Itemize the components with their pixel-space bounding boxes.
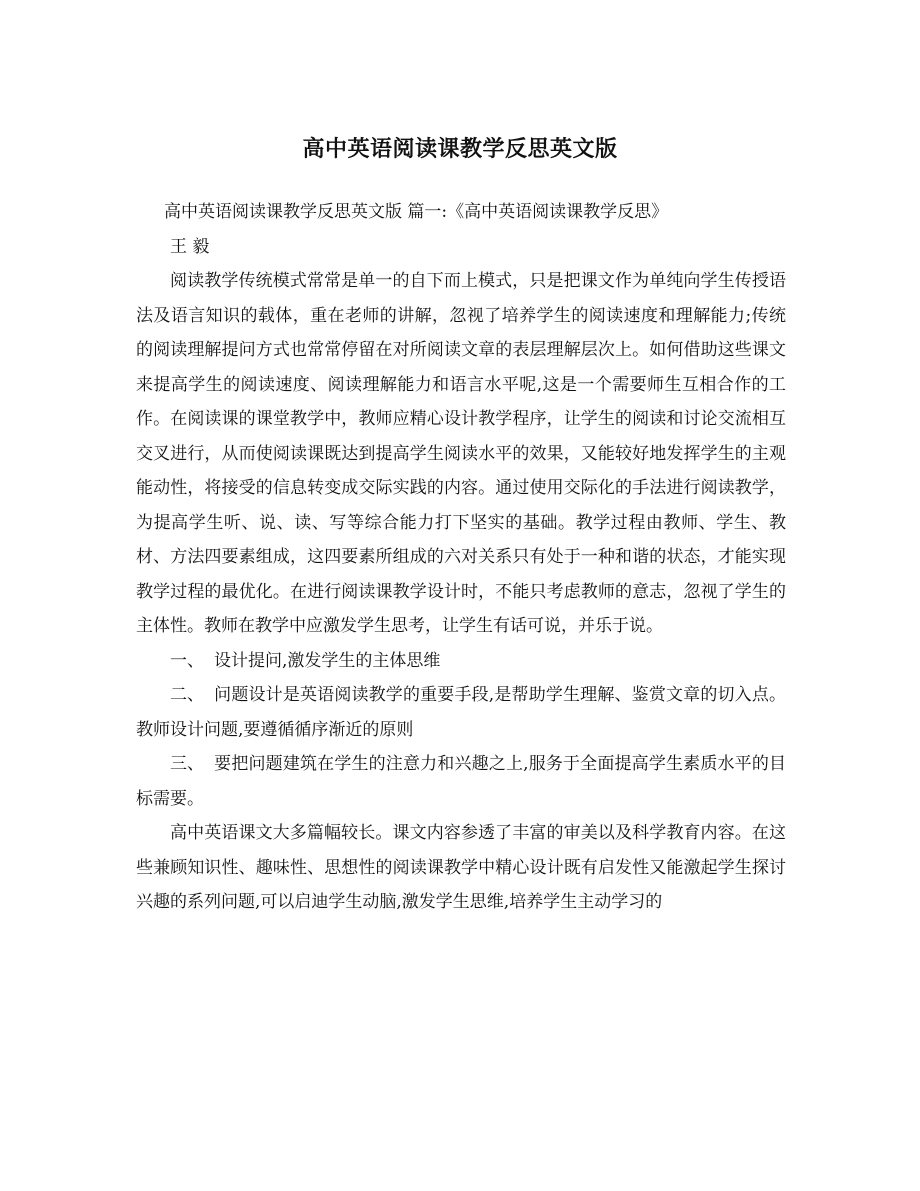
list-item-2: [136, 678, 786, 747]
list-item-1: [136, 644, 786, 679]
closing-paragraph: 高中英语课文大多篇幅较长。课文内容参透了丰富的审美以及科学教育内容。在这些兼顾知识性、趣味性、思想性的阅读课教学中精心设计既有启发性又能激起学生探讨兴趣的系列问题,可以启迪学生动脑,激发学生思维,培养学生主动学习的: [136, 823, 786, 912]
document-title: 高中英语阅读课教学反思英文版: [302, 136, 618, 162]
document-body: [136, 195, 786, 920]
body-paragraph: 阅读教学传统模式常常是单一的自下而上模式，只是把课文作为单纯向学生传授语法及语言知识的载体，重在老师的讲解，忽视了培养学生的阅读速度和理解能力;传统的阅读理解提问方式也常常停留在对所阅读文章的表层理解层次上。如何借助这些课文来提高学生的阅读速度、阅读理解能力和语言水平呢,这是一个需要师生互相合作的工作。在阅读课的课堂教学中，教师应精心设计教学程序，让学生的阅读和讨论交流相互交叉进行，从而使阅读课既达到提高学生阅读水平的效果，又能较好地发挥学生的主观能动性，将接受的信息转变成交际实践的内容。通过使用交际化的手法进行阅读教学，为提高学生听、说、读、写等综合能力打下坚实的基础。教学过程由教师、学生、教材、方法四要素组成，这四要素所组成的六对关系只有处于一种和谐的状态，才能实现教学过程的最优化。在进行阅读课教学设计时，不能只考虑教师的意志，忽视了学生的主体性。教师在教学中应激发学生思考，让学生有话可说，并乐于说。: [136, 271, 786, 636]
list-number: 三、: [170, 754, 204, 774]
list-number: 一、: [170, 650, 204, 671]
subtitle-line: 高中英语阅读课教学反思英文版 篇一:《高中英语阅读课教学反思》: [164, 202, 669, 222]
list-text: 问题设计是英语阅读教学的重要手段,是帮助学生理解、鉴赏文章的切入点。教师设计问题,要遵循循序渐近的原则: [136, 685, 786, 740]
list-item-3: [136, 747, 786, 816]
list-text: 设计提问,激发学生的主体思维: [214, 650, 441, 671]
list-number: 二、: [170, 685, 204, 705]
author-line: 王 毅: [170, 236, 210, 257]
list-text: 要把问题建筑在学生的注意力和兴趣之上,服务于全面提高学生素质水平的目标需要。: [136, 754, 786, 809]
